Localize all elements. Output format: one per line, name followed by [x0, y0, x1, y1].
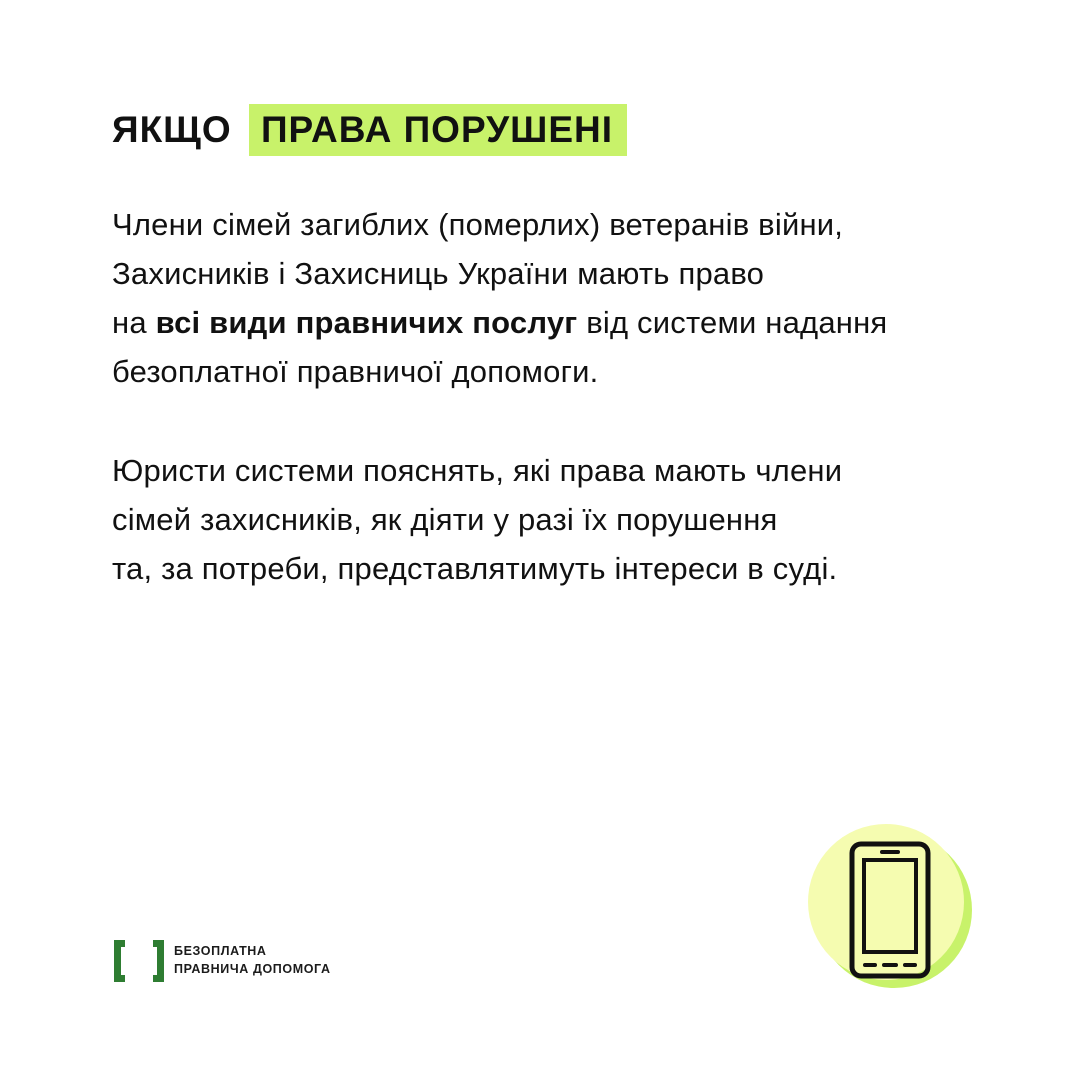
text-fragment: від системи надання [577, 305, 888, 340]
paragraph-line: та, за потреби, представлятимуть інтереси в суді. [112, 551, 838, 586]
paragraph-line: Захисників і Захисниць України мають право [112, 256, 765, 291]
text-fragment: на [112, 305, 156, 340]
logo-text [174, 942, 331, 978]
paragraph-line: Члени сімей загиблих (померлих) ветеранів війни, [112, 207, 844, 242]
paragraph-line [112, 298, 1012, 347]
body-text [112, 200, 1012, 593]
bracket-logo-icon [112, 938, 166, 984]
smartphone-icon [806, 822, 978, 994]
title-highlight: ПРАВА ПОРУШЕНІ [249, 104, 627, 156]
paragraph-line: безоплатної правничої допомоги. [112, 354, 599, 389]
phone-badge [806, 822, 978, 994]
legal-aid-logo [112, 938, 372, 984]
paragraph-lawyers [112, 446, 1012, 593]
page-title [112, 104, 627, 156]
paragraph-line: сімей захисників, як діяти у разі їх порушення [112, 502, 778, 537]
logo-line: БЕЗОПЛАТНА [174, 944, 267, 958]
paragraph-rights [112, 200, 1012, 396]
title-prefix: ЯКЩО [112, 109, 232, 150]
paragraph-line: Юристи системи пояснять, які права мають члени [112, 453, 843, 488]
logo-line: ПРАВНИЧА ДОПОМОГА [174, 962, 331, 976]
bold-phrase: всі види правничих послуг [155, 305, 578, 340]
